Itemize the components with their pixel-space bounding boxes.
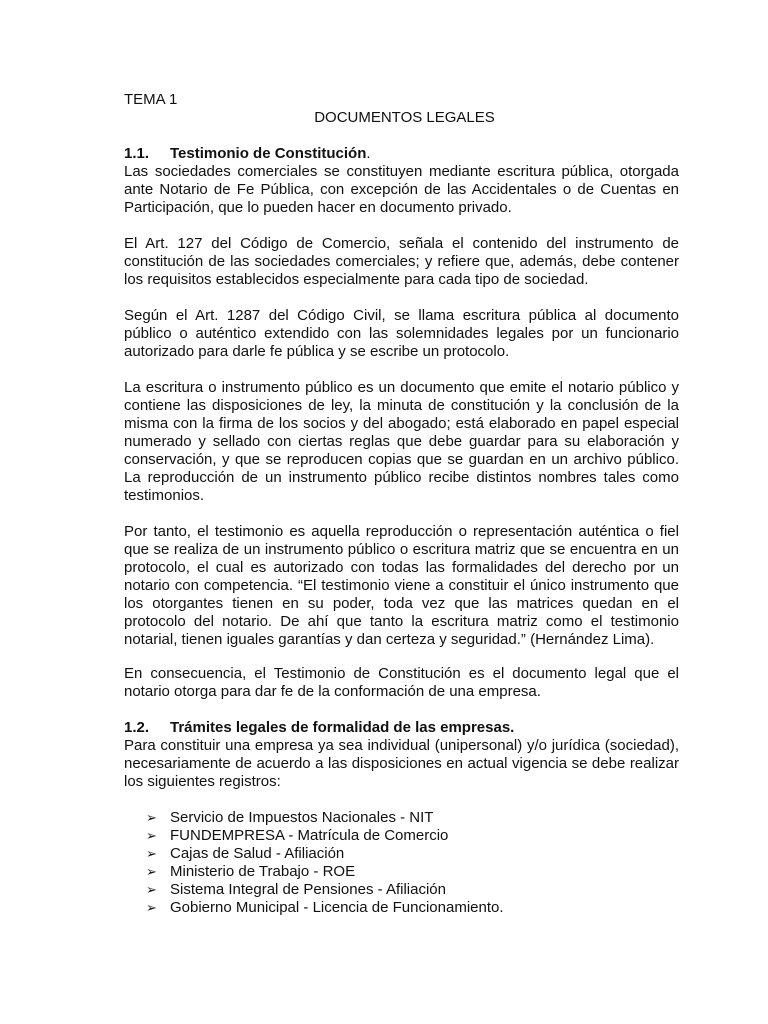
list-item — [146, 845, 679, 863]
section-heading-1-2 — [124, 719, 679, 737]
arrow-bullet-icon: ➢ — [146, 882, 157, 897]
paragraph: Las sociedades comerciales se constituyen mediante escritura pública, otorgada ante Notario de Fe Pública, con excepción de las Accidentales o de Cuentas en Participación, que lo pueden hacer en documento privado. — [124, 163, 679, 216]
arrow-bullet-icon: ➢ — [146, 900, 157, 915]
list-item — [146, 881, 679, 899]
list-item — [146, 809, 679, 827]
list-item-text: Gobierno Municipal - Licencia de Funcionamiento. — [170, 899, 504, 916]
arrow-bullet-icon: ➢ — [146, 846, 157, 861]
document-content — [124, 91, 679, 917]
arrow-bullet-icon: ➢ — [146, 828, 157, 843]
section-number: 1.1. — [124, 145, 150, 162]
section-title: Trámites legales de formalidad de las empresas. — [170, 719, 515, 736]
paragraph: Para constituir una empresa ya sea individual (unipersonal) y/o jurídica (sociedad), necesariamente de acuerdo a las disposiciones en actual vigencia se debe realizar los siguientes registros: — [124, 737, 679, 790]
topic-label: TEMA 1 — [124, 91, 178, 108]
section-title: Testimonio de Constitución — [170, 145, 367, 162]
arrow-bullet-icon: ➢ — [146, 864, 157, 879]
list-item — [146, 899, 679, 917]
paragraph: El Art. 127 del Código de Comercio, señala el contenido del instrumento de constitución de las sociedades comerciales; y refiere que, además, debe contener los requisitos establecidos especialmente para cada tipo de sociedad. — [124, 235, 679, 288]
list-item — [146, 827, 679, 845]
list-item — [146, 863, 679, 881]
paragraph: La escritura o instrumento público es un documento que emite el notario público y contiene las disposiciones de ley, la minuta de constitución y la conclusión de la misma con la firma de los socios y del abogado; está elaborado en papel especial numerado y sellado con ciertas reglas que debe guardar para su elaboración y conservación, y que se reproducen copias que se guardan en un archivo público. La reproducción de un instrumento público recibe distintos nombres tales como testimonios. — [124, 379, 679, 504]
section-heading-1-1 — [124, 145, 679, 163]
document-title: DOCUMENTOS LEGALES — [314, 109, 495, 126]
section-number: 1.2. — [124, 719, 150, 736]
list-item-text: Sistema Integral de Pensiones - Afiliación — [170, 881, 446, 898]
paragraph: Según el Art. 1287 del Código Civil, se llama escritura pública al documento público o auténtico extendido con las solemnidades legales por un funcionario autorizado para darle fe pública y se escribe un protocolo. — [124, 307, 679, 360]
list-item-text: Cajas de Salud - Afiliación — [170, 845, 345, 862]
list-item-text: FUNDEMPRESA - Matrícula de Comercio — [170, 827, 449, 844]
arrow-bullet-icon: ➢ — [146, 810, 157, 825]
list-item-text: Servicio de Impuestos Nacionales - NIT — [170, 809, 434, 826]
section-title-suffix: . — [366, 145, 371, 162]
paragraph: En consecuencia, el Testimonio de Constitución es el documento legal que el notario otorga para dar fe de la conformación de una empresa. — [124, 665, 679, 700]
list-item-text: Ministerio de Trabajo - ROE — [170, 863, 356, 880]
paragraph: Por tanto, el testimonio es aquella reproducción o representación auténtica o fiel que se realiza de un instrumento público o escritura matriz que se encuentra en un protocolo, el cual es autorizado con todas las formalidades del derecho por un notario con competencia. “El testimonio viene a constituir el único instrumento que los otorgantes tienen en su poder, toda vez que las matrices quedan en el protocolo del notario. De ahí que tanto la escritura matriz como el testimonio notarial, tienen iguales garantías y dan certeza y seguridad.” (Hernández Lima). — [124, 523, 679, 648]
registry-list — [124, 809, 679, 917]
